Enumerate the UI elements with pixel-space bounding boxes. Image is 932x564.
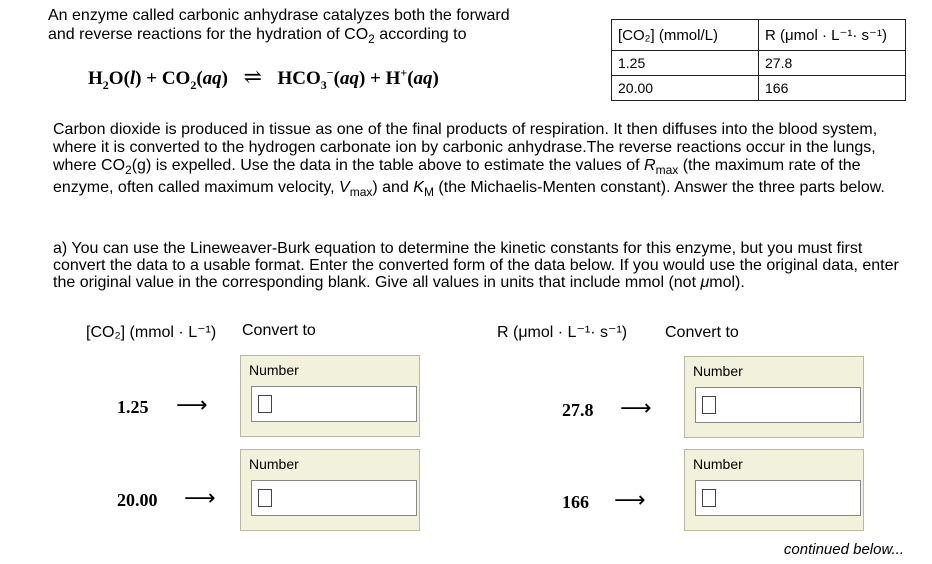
convert-to-label-1: Convert to <box>242 322 316 339</box>
rate-column-header: R (μmol · L⁻¹· s⁻¹) <box>497 324 628 341</box>
arrow-right-icon: ⟶ <box>620 395 652 420</box>
rate-value-2: 166 <box>562 492 589 512</box>
part-a-instructions: a) You can use the Lineweaver-Burk equation to determine the kinetic constants for this enzyme, but you must first convert the data to a usable format. Enter the converted form of the data below. If you would use the original data, enter the original value in the corresponding blank. Give all values in units that include mmol (not μmol). <box>53 240 899 291</box>
table-cell: 27.8 <box>759 51 906 76</box>
continued-below-text: continued below... <box>783 541 904 558</box>
co2-converted-input-2[interactable] <box>251 480 417 516</box>
problem-paragraph: Carbon dioxide is produced in tissue as one of the final products of respiration. It then diffuses into the blood system, where it is converted to the hydrogen carbonate ion by carbonic anhydrase.The reverse reactions occur in the lungs, where $CO_2(g)$ is expelled. Use the data in the table above to estimate the values of $R_{max}$ (the maximum rate of the enzyme, often called maximum velocity, $V_{max}$) and $K_M$ (the Michaelis-Menten constant). Answer the three parts below. <box>53 121 885 200</box>
co2-converted-input-1[interactable] <box>251 386 417 422</box>
table-cell: 1.25 <box>612 51 759 76</box>
input-caret-icon <box>702 489 716 507</box>
number-label: Number <box>249 456 299 472</box>
input-caret-icon <box>702 396 716 414</box>
arrow-right-icon: ⟶ <box>614 487 646 512</box>
rate-convert-box-2 <box>684 449 864 531</box>
table-cell: 166 <box>759 76 906 101</box>
co2-value-2: 20.00 <box>117 490 158 510</box>
table-cell: 20.00 <box>612 76 759 101</box>
reaction-equation: $H_2O(l) + CO_2(aq)$ ⇌ $HCO_3^-(aq) + H^+(aq)$ <box>88 64 439 92</box>
co2-value-1: 1.25 <box>117 397 149 417</box>
rate-value-1: 27.8 <box>562 400 594 420</box>
equilibrium-arrow-icon: ⇌ <box>243 64 262 89</box>
table-row <box>612 76 906 101</box>
number-label: Number <box>693 363 743 379</box>
co2-convert-box-2 <box>240 449 420 531</box>
rate-converted-input-2[interactable] <box>695 480 861 516</box>
co2-column-header: [CO₂] (mmol · L⁻¹) <box>86 324 217 341</box>
rate-convert-box-1 <box>684 356 864 438</box>
intro-text <box>48 6 588 49</box>
input-caret-icon <box>258 395 272 413</box>
convert-to-label-2: Convert to <box>665 324 739 341</box>
number-label: Number <box>693 456 743 472</box>
co2-convert-box-1 <box>240 355 420 437</box>
arrow-right-icon: ⟶ <box>176 392 208 417</box>
intro-line-1: An enzyme called carbonic anhydrase catalyzes both the forward <box>48 7 510 24</box>
data-table <box>611 19 906 101</box>
input-caret-icon <box>258 489 272 507</box>
table-header-co2: [CO₂] (mmol/L) <box>612 20 759 51</box>
table-row <box>612 51 906 76</box>
rate-converted-input-1[interactable] <box>695 387 861 423</box>
number-label: Number <box>249 362 299 378</box>
arrow-right-icon: ⟶ <box>184 485 216 510</box>
table-header-rate: R (μmol · L⁻¹· s⁻¹) <box>759 20 906 51</box>
intro-line-2: and reverse reactions for the hydration of $CO_2$ according to <box>48 26 467 47</box>
